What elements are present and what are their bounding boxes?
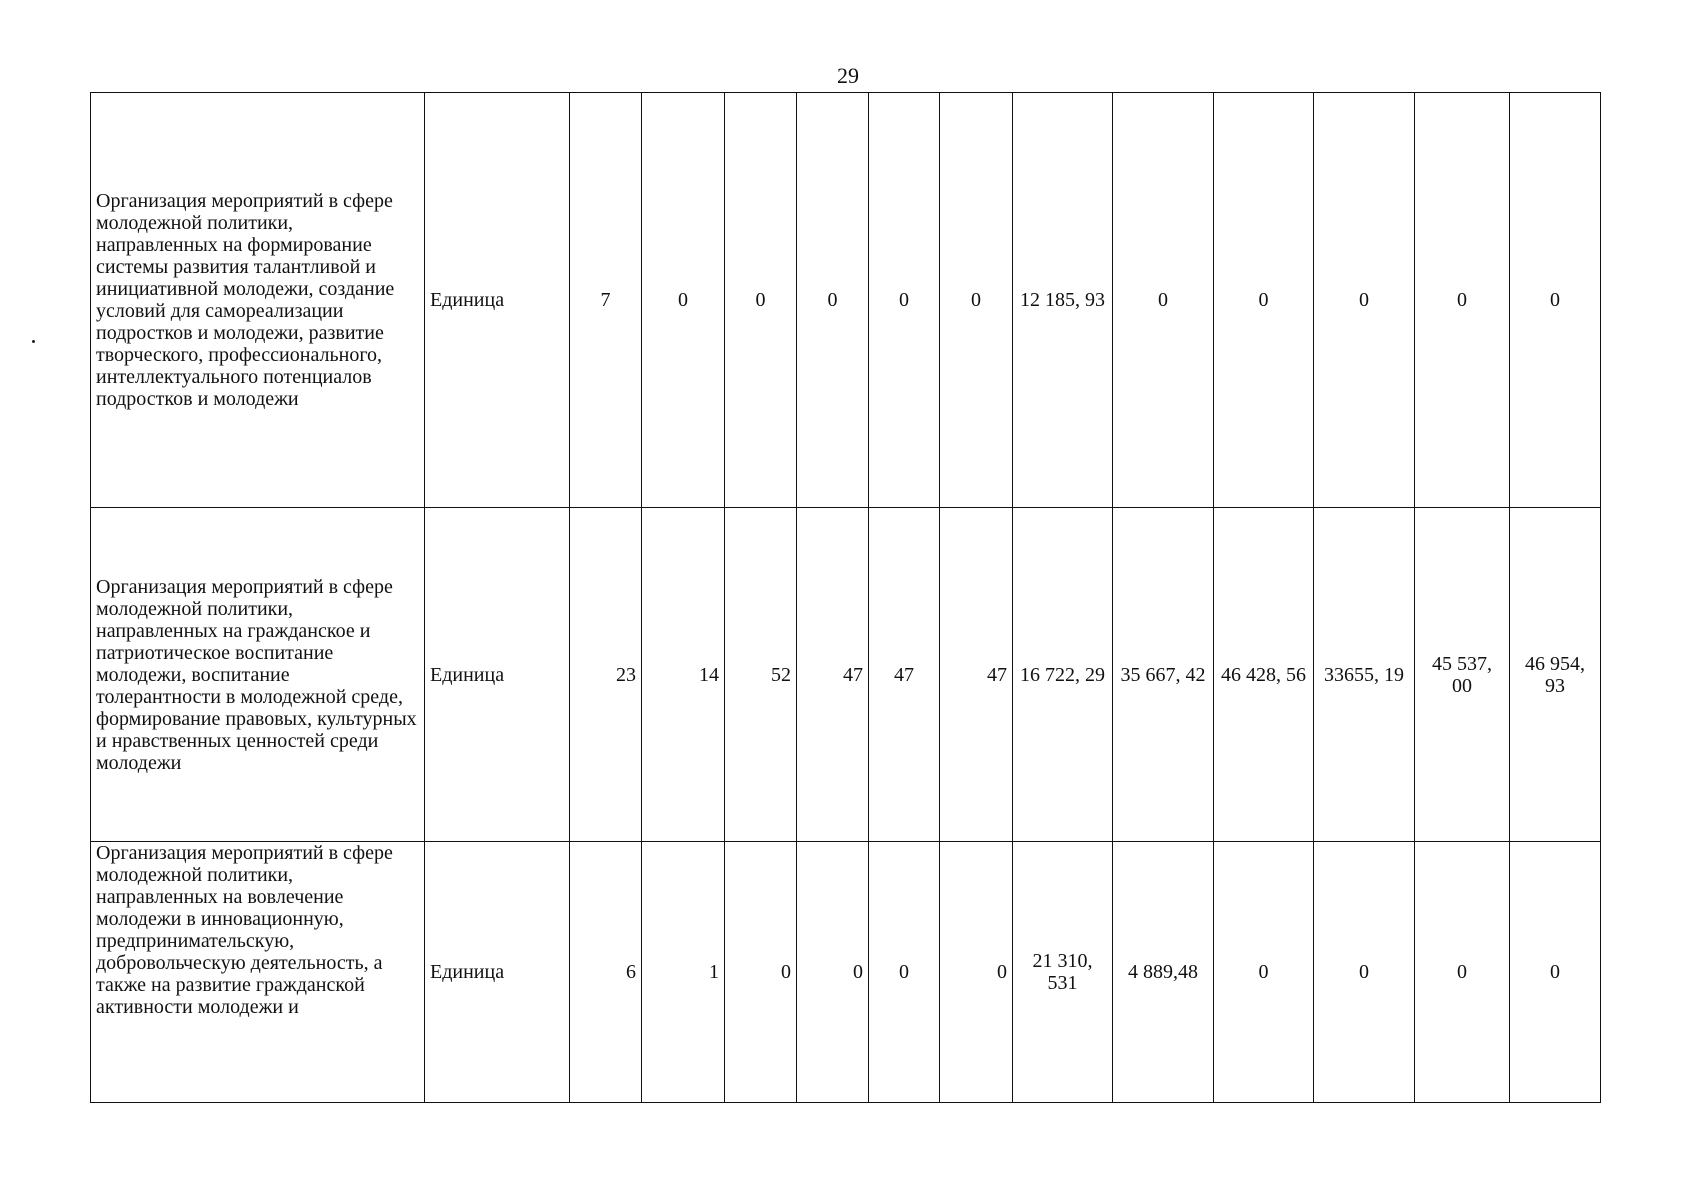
value-cell: 7 (570, 93, 642, 508)
value-cell: 33655, 19 (1314, 508, 1415, 842)
row-unit: Единица (425, 93, 570, 508)
value-cell: 0 (1510, 93, 1601, 508)
value-cell: 12 185, 93 (1013, 93, 1113, 508)
row-description: Организация мероприятий в сфере молодежной политики, направленных на формирование системы развития талантливой и инициативной молодежи, создание условий для самореализации подростков и молодежи, развитие творческого, профессионального, интеллектуального потенциалов подростков и молодежи (91, 93, 425, 508)
row-unit: Единица (425, 508, 570, 842)
value-cell: 35 667, 42 (1113, 508, 1214, 842)
value-cell: 21 310, 531 (1013, 842, 1113, 1103)
value-cell: 0 (725, 842, 797, 1103)
value-cell: 0 (1314, 842, 1415, 1103)
value-cell: 47 (869, 508, 940, 842)
value-cell: 0 (1214, 842, 1314, 1103)
row-description: Организация мероприятий в сфере молодежной политики, направленных на вовлечение молодежи в инновационную, предпринимательскую, добровольческую деятельность, а также на развитие гражданской активности молодежи и (91, 842, 425, 1103)
value-cell: 45 537, 00 (1415, 508, 1510, 842)
table-row (91, 842, 1601, 1103)
page-number: 29 (837, 63, 859, 88)
value-cell: 0 (1415, 93, 1510, 508)
value-cell: 0 (1214, 93, 1314, 508)
table-row (91, 508, 1601, 842)
value-cell: 0 (1314, 93, 1415, 508)
value-cell: 46 954, 93 (1510, 508, 1601, 842)
value-cell: 0 (797, 842, 869, 1103)
value-cell: 0 (940, 842, 1013, 1103)
row-unit: Единица (425, 842, 570, 1103)
value-cell: 0 (1510, 842, 1601, 1103)
scan-artifact-dot (32, 340, 35, 343)
value-cell: 47 (797, 508, 869, 842)
value-cell: 4 889,48 (1113, 842, 1214, 1103)
row-description: Организация мероприятий в сфере молодежной политики, направленных на гражданское и патриотическое воспитание молодежи, воспитание толерантности в молодежной среде, формирование правовых, культурных и нравственных ценностей среди молодежи (91, 508, 425, 842)
value-cell: 46 428, 56 (1214, 508, 1314, 842)
value-cell: 1 (642, 842, 725, 1103)
value-cell: 14 (642, 508, 725, 842)
value-cell: 0 (940, 93, 1013, 508)
value-cell: 0 (797, 93, 869, 508)
value-cell: 0 (869, 93, 940, 508)
value-cell: 52 (725, 508, 797, 842)
indicators-table (90, 92, 1601, 1103)
value-cell: 0 (1415, 842, 1510, 1103)
value-cell: 0 (642, 93, 725, 508)
value-cell: 6 (570, 842, 642, 1103)
value-cell: 0 (725, 93, 797, 508)
value-cell: 0 (1113, 93, 1214, 508)
table-row (91, 93, 1601, 508)
value-cell: 47 (940, 508, 1013, 842)
value-cell: 23 (570, 508, 642, 842)
value-cell: 0 (869, 842, 940, 1103)
value-cell: 16 722, 29 (1013, 508, 1113, 842)
